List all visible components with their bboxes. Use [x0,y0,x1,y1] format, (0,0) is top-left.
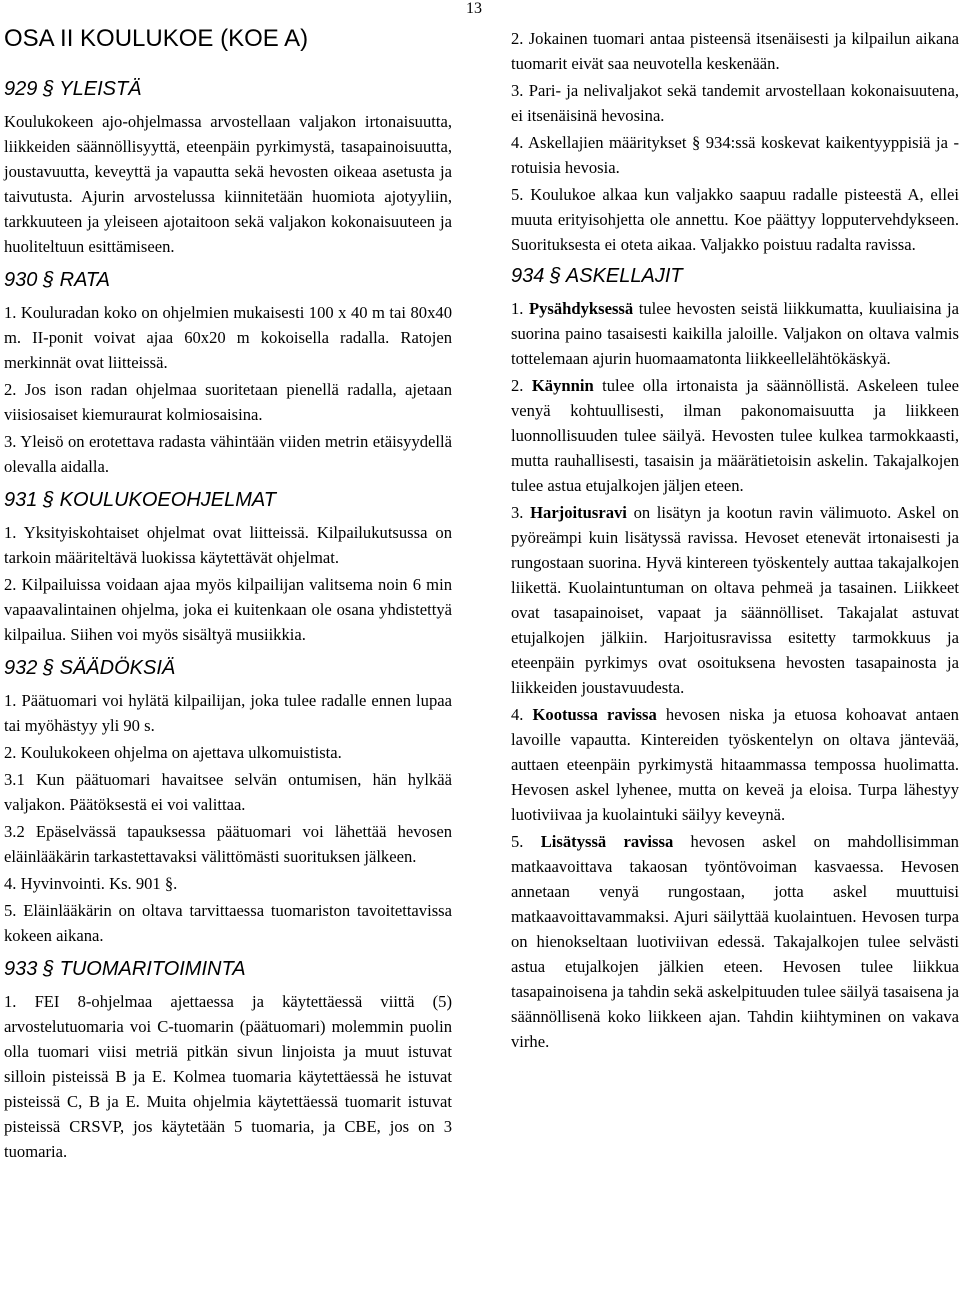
paragraph-text: 2. Jokainen tuomari antaa pisteensä itsenäisesti ja kilpailun aikana tuomarit eivät saa neuvotella keskenään. [511,29,959,73]
section-number: 929 [4,78,38,100]
paragraph [4,989,452,1164]
right-column [511,26,959,1056]
paragraph [4,688,452,738]
item-number: 1. [511,299,524,318]
paragraph [511,373,959,498]
item-number: 3. [511,503,524,522]
paragraph-text: hevosen askel on mahdollisimman matkaavoittava takaosan työntövoiman kasvaessa. Hevosen annetaan venyä rungostaan, jotta askel muuttuisi matkaavoittavammaksi. Ajuri säilyttää kuolaintuen. Hevosen turpa on hienokseltaan luotiviivan edessä. Takajalkojen tulee selvästi astua etujalkojen jälkien eteen. Hevosen tulee liikkua tasapainoisena ja tahdin sekä askelpituuden tulee säilyä tasaisena ja säännöllisenä koko liikkeen ajan. Tahdin kiihtyminen on vakava virhe. [511,832,959,1051]
section-number: 933 [4,958,38,980]
item-number: 2. [511,376,524,395]
document-title: OSA II KOULUKOE (KOE A) [4,25,309,52]
paragraph-text: tulee hevosten seistä liikkumatta, kuuliaisina ja suorina paino tasaisesti kaikilla jaloille. Valjakon on oltava valmis tottelemaan ajurin huomaamatonta liikkeellelähtökäskyä. [511,299,959,368]
paragraph [4,898,452,948]
left-column-content [4,76,452,1164]
paragraph [4,767,452,817]
paragraph-text: 4. Hyvinvointi. Ks. 901 §. [4,874,178,893]
paragraph [511,130,959,180]
paragraph-text: Koulukokeen ajo-ohjelmassa arvostellaan valjakon irtonaisuutta, liikkeiden säännöllisyyttä, eteenpäin pyrkimystä, tasapainoisuutta, joustavuutta, keveyttä ja vapautta sekä hevosten oikeaa asetusta ja taivutusta. Ajurin arvostelussa kiinnitetään huomiota ajotyyliin, tarkkuuteen ja yleiseen ajotaitoon sekä valjakon kokonaisuuteen ja huoliteltuun esittämiseen. [4,112,452,256]
section-title: YLEISTÄ [59,78,142,100]
paragraph [511,78,959,128]
paragraph [4,819,452,869]
paragraph [4,109,452,259]
paragraph-text: 3. Pari- ja nelivaljakot sekä tandemit arvostellaan kokonaisuutena, ei itsenäisinä hevosina. [511,81,959,125]
section-title: RATA [59,269,110,291]
section-heading [511,263,959,289]
page-number: 13 [466,0,482,17]
paragraph [4,520,452,570]
term-bold: Kootussa ravissa [532,705,657,724]
section-heading [4,956,452,982]
paragraph-sign: § [42,657,55,679]
paragraph [511,26,959,76]
paragraph-sign: § [42,958,55,980]
section-heading [4,76,452,102]
section-number: 931 [4,489,38,511]
section-title: KOULUKOEOHJELMAT [59,489,276,511]
section-heading [4,267,452,293]
section-title: ASKELLAJIT [565,265,683,287]
paragraph-sign: § [42,78,55,100]
paragraph-text: 3. Yleisö on erotettava radasta vähintään viiden metrin etäisyydellä olevalla aidalla. [4,432,452,476]
left-column [4,24,452,1166]
item-number: 5. [511,832,524,851]
section-number: 932 [4,657,38,679]
paragraph-sign: § [42,269,55,291]
paragraph-text: 1. FEI 8-ohjelmaa ajettaessa ja käytettäessä viittä (5) arvostelutuomaria voi C-tuomarin (päätuomari) molemmin puolin olla tuomari viisi metriä pitkän sivun linjoista ja muut istuvat silloin pisteissä B ja E. Kolmea tuomaria käytettäessä he istuvat pisteissä C, B ja E. Muita ohjelmia käytettäessä tuomarit istuvat pisteissä CRSVP, jos käytetään 5 tuomaria, ja CBE, jos on 3 tuomaria. [4,992,452,1161]
paragraph-text: 5. Koulukoe alkaa kun valjakko saapuu radalle pisteestä A, ellei muuta erityisohjetta ole annettu. Koe päättyy lopputervehdykseen. Suorituksesta ei oteta aikaa. Valjakko poistuu radalta ravissa. [511,185,959,254]
paragraph-sign: § [42,489,55,511]
term-bold: Lisätyssä ravissa [540,832,674,851]
paragraph [511,296,959,371]
paragraph [511,702,959,827]
paragraph-text: hevosen niska ja etuosa kohoavat antaen lavoille vapautta. Kintereiden työskentelyn on oltava jäntevää, auttaen eteenpäin pyrkimystä hitaammassa tempossa huolimatta. Hevosen askel lyhenee, mutta on keveä ja eloisa. Turpa lähestyy luotiviivaa ja kuolaintuki säilyy keveynä. [511,705,959,824]
paragraph [511,829,959,1054]
paragraph [4,377,452,427]
section-title: TUOMARITOIMINTA [59,958,246,980]
term-bold: Harjoitusravi [530,503,627,522]
paragraph-text: tulee olla irtonaista ja säännöllistä. Askeleen tulee venyä kohtuullisesti, ilman pakonomaisuutta ja liikkeen luonnollisuuden tulee säilyä. Hevosten tulee kulkea tarmokkaasti, mutta rauhallisesti, tasaisin ja määrätietoisin askelin. Takajalkojen tulee astua etujalkojen jäljen eteen. [511,376,959,495]
paragraph-text: 3.2 Epäselvässä tapauksessa päätuomari voi lähettää hevosen eläinlääkärin tarkastettavaksi välittömästi suorituksen jälkeen. [4,822,452,866]
section-number: 934 [511,265,545,287]
paragraph [4,572,452,647]
paragraph [4,871,452,896]
paragraph [4,740,452,765]
paragraph [511,182,959,257]
paragraph-sign: § [549,265,562,287]
paragraph-text: 1. Päätuomari voi hylätä kilpailijan, joka tulee radalle ennen lupaa tai myöhästyy yli 90 s. [4,691,452,735]
paragraph-text: 1. Kouluradan koko on ohjelmien mukaisesti 100 x 40 m tai 80x40 m. II-ponit voivat ajaa 60x20 m kokoisella radalla. Ratojen merkinnät ovat liitteissä. [4,303,452,372]
paragraph-text: 2. Jos ison radan ohjelmaa suoritetaan pienellä radalla, ajetaan viisiosaiset kiemuraurat kolmiosaisina. [4,380,452,424]
term-bold: Käynnin [531,376,594,395]
paragraph-text: 4. Askellajien määritykset § 934:ssä koskevat kaikentyyppisiä ja -rotuisia hevosia. [511,133,959,177]
paragraph-text: 1. Yksityiskohtaiset ohjelmat ovat liitteissä. Kilpailukutsussa on tarkoin määriteltävä luokissa käytettävät ohjelmat. [4,523,452,567]
paragraph-text: 5. Eläinlääkärin on oltava tarvittaessa tuomariston tavoitettavissa kokeen aikana. [4,901,452,945]
paragraph-text: 2. Kilpailuissa voidaan ajaa myös kilpailijan valitsema noin 6 min vapaavalintainen ohjelma, joka ei kuitenkaan ole osana yhdistettyä kilpailua. Siihen voi myös sisältyä musiikkia. [4,575,452,644]
paragraph-text: on lisätyn ja kootun ravin välimuoto. Askel on pyöreämpi kuin lisätyssä ravissa. Hevoset etenevät irtonaisesti ja rungostaan suorina. Hyvä kintereen työskentely auttaa takajalkojen liikettä. Kuolaintuntuman on oltava pehmeä ja tasainen. Liikkeet ovat tasapainoiset, vapaat ja säännölliset. Takajalat astuvat etujalkojen jälkiin. Harjoitusravissa esitetty tarmokkuus ja eteenpäin pyrkimys ovat osoituksena hevosten tasapainosta ja liikkeiden joustavuudesta. [511,503,959,697]
paragraph-text: 2. Koulukokeen ohjelma on ajettava ulkomuistista. [4,743,342,762]
section-heading [4,655,452,681]
paragraph [4,300,452,375]
paragraph-text: 3.1 Kun päätuomari havaitsee selvän ontumisen, hän hylkää valjakon. Päätöksestä ei voi valittaa. [4,770,452,814]
paragraph [511,500,959,700]
section-number: 930 [4,269,38,291]
section-heading [4,487,452,513]
paragraph [4,429,452,479]
term-bold: Pysähdyksessä [528,299,634,318]
right-column-content [511,26,959,1054]
item-number: 4. [511,705,524,724]
section-title: SÄÄDÖKSIÄ [59,657,176,679]
